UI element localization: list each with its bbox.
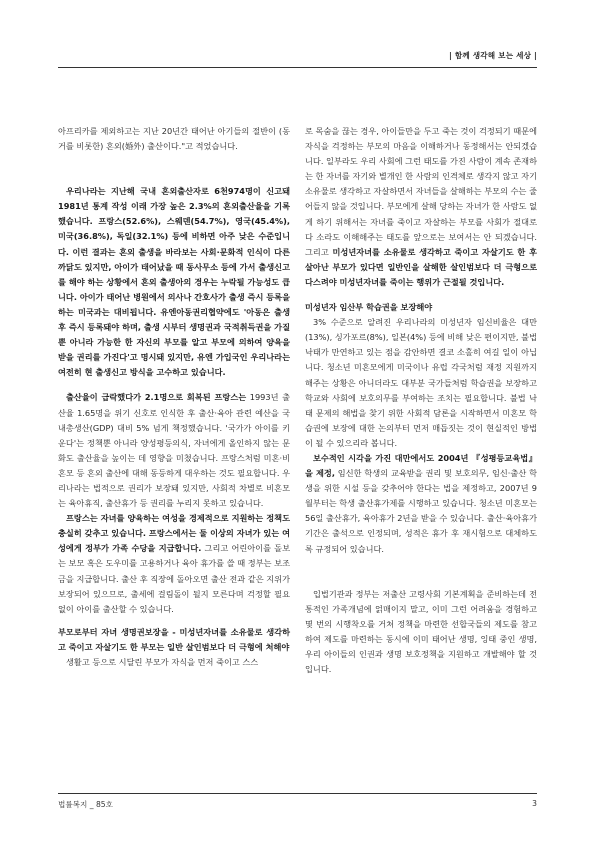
highlighted-text: 프랑스는 자녀를 양육하는 여성을 경제적으로 지원하는 정책도 충실히 갖추고 있습니다. 프랑스에서는 둘 이상의 자녀가 있는 여성에게 정부가 가족 수당을 지급합니다. xyxy=(58,513,290,554)
publication-name: 법률복지 _ 85호 xyxy=(58,800,113,809)
section-subheading: 부모로부터 자녀 생명권보장을 - 미성년자녀를 소유물로 생각하고 죽이고 자살기도 한 부모는 일반 살인범보다 더 극형에 처해야 xyxy=(58,626,290,652)
highlighted-text: 출산율이 급락했다가 2.1명으로 회복된 프랑스는 xyxy=(66,392,247,403)
highlighted-text: 미성년자녀를 소유물로 생각하고 죽이고 자살기도 한 후 살아난 부모가 있다면 일반인을 살해한 살인범보다 더 극형으로 다스려야 미성년자녀를 죽이는 행위가 근절될 것입니다. xyxy=(305,246,537,287)
body-text: 로 목숨을 끊는 경우, 아이들만을 두고 죽는 것이 걱정되기 때문에 자식을 걱정하는 부모의 마음을 이해하거나 동정해서는 안되겠습니다. 일부라도 우리 사회에 그런 태도를 가진 사람이 계속 존재하는 한 자녀를 자기와 별개인 한 사람의 인격체로 생각지 않고 자기 소유물로 생각하고 자살하면서 자녀들을 살해하는 부모의 수는 줄어들지 않을 것입니다. 부모에게 살해 당하는 자녀가 한 사람도 없게 하기 위해서는 자녀를 죽이고 자살하는 부모를 사회가 절대로 다 소라도 이해해주는 태도를 앞으로는 보여서는 안 되겠습니다. 그리고 xyxy=(305,126,537,257)
header-rule xyxy=(58,67,537,68)
body-text: 1993년 출산율 1.65명을 위기 신호로 인식한 후 출산·육아 관련 예산을 국내총생산(GDP) 대비 5% 넘게 책정했습니다. '국가가 아이를 키운다'는 정책뿐 아니라 양성평등의식, 자녀에게 올인하지 않는 문화도 출산율을 높이는 데 영향을 미쳤습니다. 프랑스처럼 미혼·비혼모 등 혼외 출산에 대해 동등하게 대우하는 것도 필요합니다. 우리나라는 법적으로 권리가 보장돼 있지만, 사회적 차별로 비혼모는 육아휴직, 출산휴가 등 권리를 누리지 못하고 있습니다. xyxy=(58,392,290,509)
paragraph xyxy=(305,451,537,557)
page-number: 3 xyxy=(532,799,537,808)
paragraph xyxy=(58,390,290,511)
paragraph: 입법기관과 정부는 저출산 고령사회 기본계획을 준비하는데 전통적인 가족개념에 얽매이지 말고, 이미 그런 어려움을 경험하고 몇 번의 시행착오를 거쳐 정책을 마련한 선합국들의 제도를 참고하여 제도를 마련하는 동시에 이미 태어난 생명, 잉태 중인 생명, 우리 아이들의 인권과 생명 보호정책을 지원하고 개발해야 할 것입니다. xyxy=(305,588,537,675)
body-text: 임신한 학생의 교육받을 권리 및 보호의무, 임신·출산 학생을 위한 시설 등을 갖추어야 한다는 법을 제정하고, 2007년 9월부터는 학생 출산휴가제를 시행하고 있습니다. 청소년 미혼모는 56일 출산휴가, 육아휴가 2년을 받을 수 있습니다. 출산·육아휴가 기간은 출석으로 인정되며, 성적은 휴가 후 재시험으로 대체하도록 규정되어 있습니다. xyxy=(305,468,537,554)
section-subheading: 미성년자 임산부 학습권을 보장해야 xyxy=(305,302,433,313)
paragraph: 생활고 등으로 시달린 부모가 자식을 먼저 죽이고 스스 xyxy=(66,657,259,667)
left-column xyxy=(58,124,290,670)
paragraph: 3% 수준으로 알려진 우리나라의 미성년자 임신비율은 대만(13%), 싱가포르(8%), 일본(4%) 등에 비해 낮은 편이지만, 불법 낙태가 만연하고 있는 점을 감안하면 결코 소홀히 여길 일이 아닙니다. 청소년 미혼모에게 미국이나 유럽 각국처럼 재정 지원까지 해주는 상황은 아니더라도 대부분 국가들처럼 학습권을 보장하고 학교와 사회에 보호의무를 부여하는 조치는 필요합니다. 불법 낙태 문제의 해법을 찾기 위한 사회적 담론을 시작하면서 미혼모 학습권에 보장에 대한 논의부터 먼저 매듭짓는 것이 현실적인 방법이 될 수 있으리라 봅니다. xyxy=(305,317,537,448)
body-text: 그리고 어린아이를 돌보는 보모 혹은 도우미를 고용하거나 육아 휴가를 쓸 때 정부는 보조금을 지급합니다. 출산 후 직장에 돌아오면 출산 전과 같은 지위가 보장되어 있으므로, 출세에 걸림돌이 될지 모른다며 걱정할 필요 없이 아이를 출산할 수 있습니다. xyxy=(58,543,291,614)
paragraph: 아프리카를 제외하고는 지난 20년간 태어난 아기들의 절반이 (동거를 비롯한) 혼외(婚外) 출산이다."고 적었습니다. xyxy=(58,126,290,152)
footer-rule xyxy=(58,793,537,794)
paragraph xyxy=(58,184,290,380)
paragraph xyxy=(305,124,537,290)
highlighted-text: 보수적인 시각을 가진 대만에서도 2004년 『성평등교육법』을 제정, xyxy=(305,452,537,479)
section-header: | 함께 생각해 보는 세상 | xyxy=(449,51,537,60)
paragraph xyxy=(58,511,290,617)
right-column xyxy=(305,124,537,677)
highlighted-text: 우리나라는 지난해 국내 혼외출산자로 6천974명이 신고돼 1981년 통계 작성 이래 가장 높은 2.3%의 혼외출산율을 기록했습니다. 프랑스(52.6%), 스웨덴(54.7%), 영국(45.4%), 미국(36.8%), 독일(32.1%) 등에 비하면 아주 낮은 수준입니다. 이런 결과는 혼외 출생을 바라보는 사회·문화적 인식이 다른 까닭도 있지만, 아이가 태어났을 때 동사무소 등에 가서 출생신고를 해야 하는 상황에서 혼외 출생아의 경우는 누락될 가능성도 큽니다. 아이가 태어난 병원에서 의사나 간호사가 출생 즉시 등록을 하는 미국과는 대비됩니다. 유엔아동권리협약에도 '아동은 출생 후 즉시 등록돼야 하며, 출생 시부터 생명권과 국적취득권을 가질 뿐 아니라 가능한 한 자신의 부모를 알고 부모에 의하여 양육을 받을 권리를 가진다'고 명시돼 있지만, 유엔 가입국인 우리나라는 여전히 현 출생신고 방식을 고수하고 있습니다. xyxy=(58,186,290,378)
